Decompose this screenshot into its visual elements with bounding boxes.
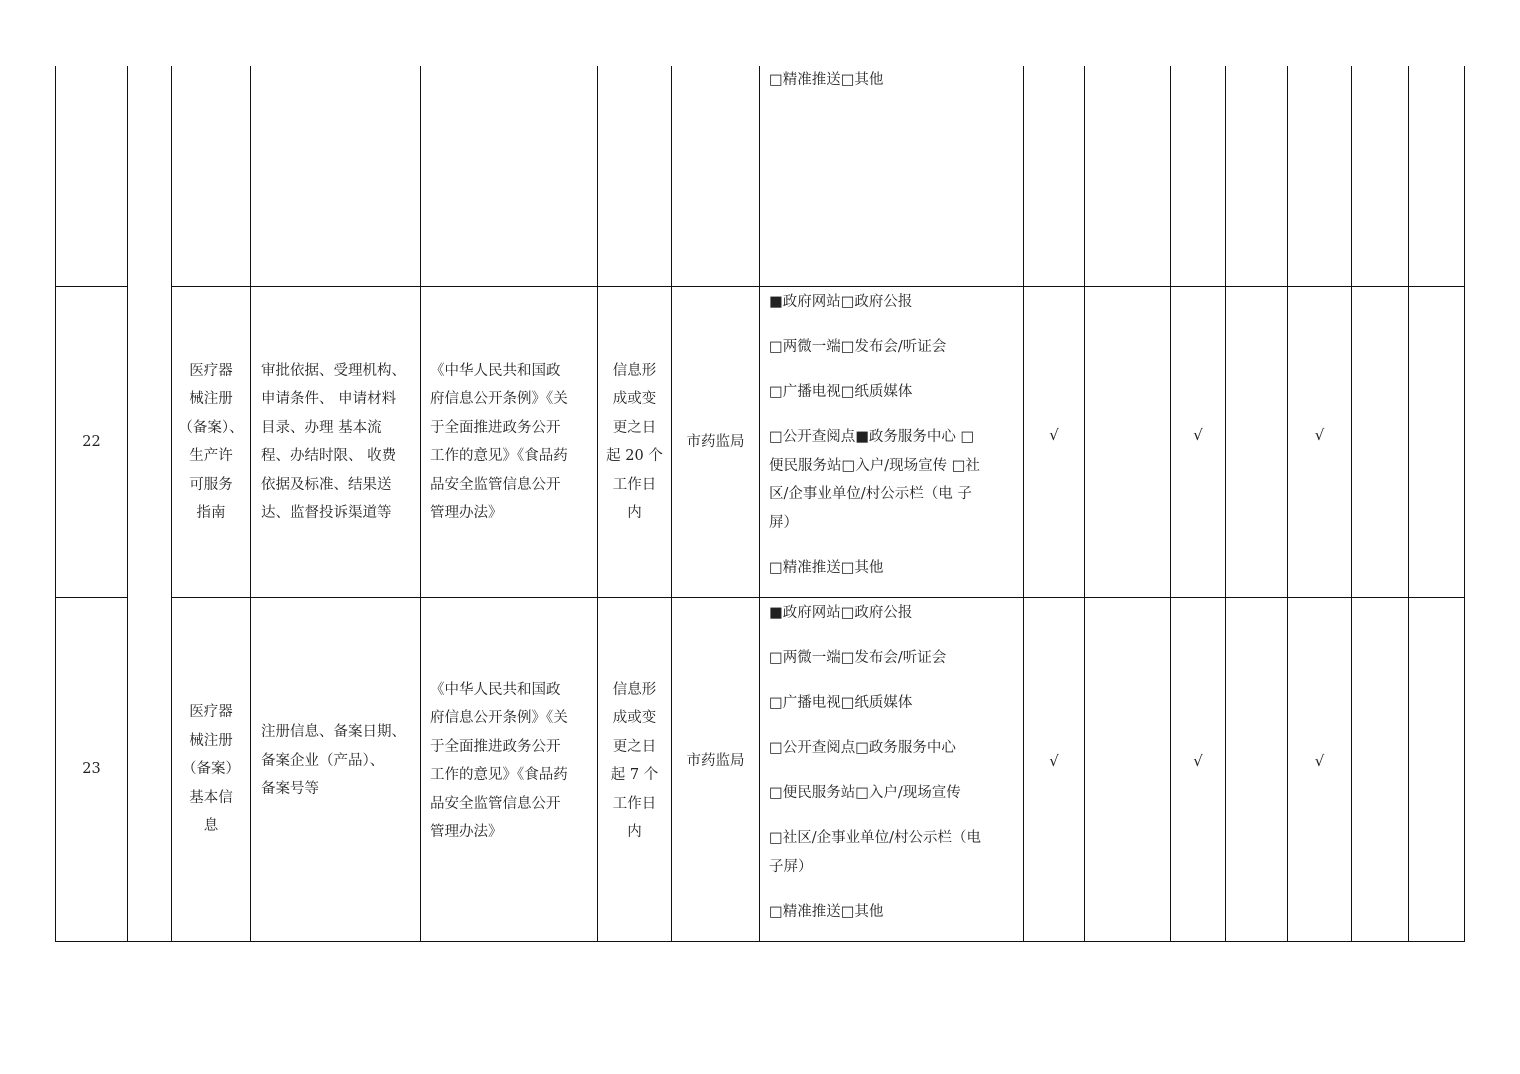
grid-line [1084,66,1085,942]
grid-line [759,66,760,942]
row-number: 23 [82,761,101,778]
channel-option: ■政府网站□政府公报 [769,605,913,621]
channel-option: □精准推送□其他 [769,903,884,920]
channel-option: □两微一端□发布会/听证会 [769,339,947,355]
subject-cell: 市药监局 [686,433,745,450]
check-mark: √ [1193,425,1203,444]
channel-option: □精准推送□其他 [769,72,884,88]
row-number: 22 [82,433,101,450]
channels-cell [769,66,1019,95]
content-cell: 审批依据、受理机构、 申请条件、 申请材料 目录、办理 基本流 程、办结时限、 收费 依据及标准、结果送 达、监督投诉渠道等 [261,362,406,521]
basis-cell: 《中华人民共和国政 府信息公开条例》《关 于全面推进政务公开 工作的意见》《食品药 品安全监管信息公开 管理办法》 [430,362,568,521]
channel-option: □公开查阅点■政务服务中心 □ 便民服务站□入户/现场宣传 □社 区/企事业单位/村公示栏（电 子 屏） [769,429,980,531]
channel-option: □社区/企事业单位/村公示栏（电 子屏） [769,830,981,875]
check-mark: √ [1049,751,1059,770]
item-name-cell: 医疗器 械注册 （备案） 基本信 息 [182,704,240,835]
channel-option: □精准推送□其他 [769,559,884,576]
grid-line [55,941,1465,942]
channels-cell [769,287,1021,582]
channel-option: ■政府网站□政府公报 [769,294,913,310]
grid-line [1351,66,1352,942]
grid-line [1408,66,1409,942]
check-mark: √ [1049,425,1059,444]
grid-line [1464,66,1465,942]
content-cell: 注册信息、备案日期、 备案企业（产品）、 备案号等 [261,724,406,798]
check-mark: √ [1314,425,1325,444]
check-mark: √ [1193,751,1203,770]
subject-cell: 市药监局 [686,752,745,769]
basis-cell: 《中华人民共和国政 府信息公开条例》《关 于全面推进政务公开 工作的意见》《食品药 品安全监管信息公开 管理办法》 [430,681,568,840]
grid-line [1225,66,1226,942]
channel-option: □便民服务站□入户/现场宣传 [769,785,961,801]
item-name-cell: 医疗器 械注册 （备案）、 生产许 可服务 指南 [178,362,244,521]
channel-option: □两微一端□发布会/听证会 [769,650,947,666]
grid-line [127,66,128,942]
time-limit-cell: 信息形 成或变 更之日 起 20 个 工作日 内 [606,362,663,521]
check-mark: √ [1314,751,1325,770]
channel-option: □公开查阅点□政务服务中心 [769,740,956,756]
channel-option: □广播电视□纸质媒体 [769,384,913,400]
time-limit-cell: 信息形 成或变 更之日 起 7 个 工作日 内 [610,681,659,840]
channel-option: □广播电视□纸质媒体 [769,695,913,711]
channels-cell [769,598,1021,926]
